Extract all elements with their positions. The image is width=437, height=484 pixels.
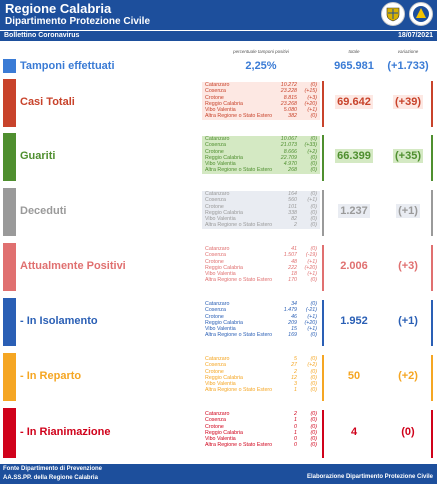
province-name: Catanzaro [205, 301, 230, 307]
isolamento-var-value: (+1) [398, 315, 418, 327]
positivi-label: Attualmente Positivi [20, 260, 126, 272]
bulletin-label: Bollettino Coronavirus [4, 32, 80, 39]
province-name: Reggio Calabria [205, 319, 243, 326]
casi-breakdown [202, 82, 320, 120]
province-name: Reggio Calabria [205, 429, 243, 436]
positivi-color-strip [3, 243, 16, 291]
province-name: Altra Regione o Stato Estero [205, 387, 273, 394]
guariti-breakdown-row [202, 167, 320, 173]
casi-label: Casi Totali [20, 96, 75, 108]
province-value: 209 [288, 319, 297, 326]
province-delta: (0) [310, 411, 317, 417]
province-name: Vibo Valentia [205, 107, 236, 114]
province-value: 18 [291, 271, 297, 278]
header [0, 0, 437, 30]
page-title: Regione Calabria [5, 1, 112, 16]
province-delta: (0) [310, 332, 317, 339]
reparto-color-strip [3, 353, 16, 401]
province-delta: (0) [310, 209, 317, 216]
casi-divider [322, 81, 324, 127]
province-value: 46 [291, 313, 297, 320]
row-deceduti [0, 188, 437, 238]
province-name: Cosenza [205, 142, 226, 149]
reparto-right-border [431, 355, 433, 401]
deceduti-right-border [431, 190, 433, 236]
row-casi [0, 79, 437, 129]
deceduti-label: Deceduti [20, 205, 67, 217]
row-reparto [0, 353, 437, 403]
province-delta: (0) [310, 167, 317, 174]
logos [381, 2, 433, 26]
province-value: 0 [294, 442, 297, 449]
province-delta: (0) [310, 216, 317, 223]
province-value: 5 [294, 356, 297, 362]
tamponi-var: (+1.733) [387, 60, 429, 72]
province-name: Reggio Calabria [205, 264, 243, 271]
province-name: Catanzaro [205, 411, 230, 417]
province-value: 169 [288, 332, 297, 339]
row-rianimazione [0, 408, 437, 460]
province-value: 27 [291, 362, 297, 369]
rianimazione-breakdown-row [202, 442, 320, 448]
province-name: Vibo Valentia [205, 436, 236, 443]
province-name: Crotone [205, 148, 224, 155]
bulletin-date: 18/07/2021 [397, 32, 433, 39]
province-delta: (+1) [307, 107, 317, 114]
province-name: Altra Regione o Stato Estero [205, 222, 273, 229]
deceduti-breakdown [202, 191, 320, 229]
col-header-var: variazione [397, 49, 419, 54]
province-value: 222 [288, 264, 297, 271]
province-value: 338 [288, 209, 297, 216]
reparto-total [327, 370, 381, 382]
province-delta: (0) [310, 442, 317, 449]
province-value: 23.228 [280, 88, 297, 95]
province-delta: (0) [310, 191, 317, 197]
guariti-right-border [431, 135, 433, 181]
province-delta: (+20) [304, 264, 317, 271]
rianimazione-label: - In Rianimazione [20, 426, 111, 438]
province-name: Cosenza [205, 417, 226, 424]
province-value: 2 [294, 368, 297, 375]
positivi-total-value: 2.006 [340, 260, 368, 272]
province-delta: (0) [310, 277, 317, 284]
province-delta: (+2) [307, 148, 317, 155]
footer [0, 464, 437, 484]
reparto-total-value: 50 [347, 370, 361, 382]
province-delta: (0) [310, 246, 317, 252]
province-name: Crotone [205, 313, 224, 320]
province-delta: (+1) [307, 313, 317, 320]
deceduti-total-value: 1.237 [340, 205, 368, 217]
deceduti-total [327, 205, 381, 217]
province-name: Catanzaro [205, 356, 230, 362]
province-delta: (0) [310, 154, 317, 161]
province-value: 1.507 [283, 252, 297, 259]
guariti-breakdown [202, 136, 320, 174]
reparto-divider [322, 355, 324, 401]
bulletin-bar [0, 31, 437, 41]
province-name: Crotone [205, 258, 224, 265]
province-value: 1 [294, 387, 297, 394]
province-name: Crotone [205, 368, 224, 375]
tamponi-color-strip [3, 59, 16, 73]
province-name: Reggio Calabria [205, 374, 243, 381]
province-delta: (+20) [304, 100, 317, 107]
province-delta: (0) [310, 374, 317, 381]
reparto-var [385, 370, 431, 382]
isolamento-color-strip [3, 298, 16, 346]
province-value: 82 [291, 216, 297, 223]
row-tamponi [0, 56, 437, 76]
isolamento-label: - In Isolamento [20, 315, 98, 327]
rianimazione-var-value: (0) [401, 426, 415, 438]
guariti-total-value: 66.399 [337, 150, 371, 162]
guariti-divider [322, 135, 324, 181]
province-delta: (0) [310, 381, 317, 388]
province-name: Vibo Valentia [205, 271, 236, 278]
province-value: 8.815 [283, 94, 297, 101]
guariti-color-strip [3, 133, 16, 181]
reparto-breakdown [202, 356, 320, 394]
province-value: 170 [288, 277, 297, 284]
province-delta: (+1) [307, 258, 317, 265]
positivi-var-value: (+3) [398, 260, 418, 272]
province-delta: (0) [310, 368, 317, 375]
province-value: 8.666 [283, 148, 297, 155]
positivi-total [327, 260, 381, 272]
province-name: Reggio Calabria [205, 100, 243, 107]
isolamento-right-border [431, 300, 433, 346]
province-name: Crotone [205, 94, 224, 101]
row-guariti [0, 133, 437, 183]
reparto-var-value: (+2) [398, 370, 418, 382]
province-name: Reggio Calabria [205, 154, 243, 161]
isolamento-breakdown-row [202, 332, 320, 338]
province-value: 164 [288, 191, 297, 197]
province-value: 48 [291, 258, 297, 265]
province-value: 3 [294, 381, 297, 388]
province-value: 34 [291, 301, 297, 307]
tamponi-label: Tamponi effettuati [20, 60, 115, 72]
province-value: 15 [291, 326, 297, 333]
region-crest-icon [381, 2, 405, 26]
row-isolamento [0, 298, 437, 348]
province-delta: (0) [310, 436, 317, 443]
province-delta: (0) [310, 423, 317, 430]
province-value: 22.709 [280, 154, 297, 161]
rianimazione-right-border [431, 410, 433, 458]
province-name: Cosenza [205, 307, 226, 314]
col-header-pct: percentuale tamponi positivi [233, 49, 289, 54]
province-delta: (+15) [304, 88, 317, 95]
province-delta: (+1) [307, 326, 317, 333]
col-header-total: totale [348, 49, 360, 54]
province-delta: (0) [310, 429, 317, 436]
province-delta: (0) [310, 203, 317, 210]
rianimazione-total-value: 4 [350, 426, 358, 438]
province-name: Crotone [205, 203, 224, 210]
province-value: 0 [294, 436, 297, 443]
guariti-label: Guariti [20, 150, 56, 162]
deceduti-divider [322, 190, 324, 236]
province-delta: (-19) [305, 252, 317, 259]
province-delta: (0) [310, 136, 317, 142]
province-name: Altra Regione o Stato Estero [205, 277, 273, 284]
province-delta: (+20) [304, 319, 317, 326]
rianimazione-total [327, 426, 381, 438]
positivi-right-border [431, 245, 433, 291]
province-delta: (0) [310, 161, 317, 168]
province-value: 1 [294, 417, 297, 424]
rianimazione-breakdown [202, 411, 320, 449]
province-value: 12 [291, 374, 297, 381]
province-delta: (+3) [307, 94, 317, 101]
guariti-var [385, 150, 431, 162]
province-delta: (-21) [305, 307, 317, 314]
row-positivi [0, 243, 437, 293]
rianimazione-divider [322, 410, 324, 458]
province-name: Cosenza [205, 88, 226, 95]
province-delta: (+1) [307, 197, 317, 204]
province-value: 2 [294, 411, 297, 417]
province-name: Reggio Calabria [205, 209, 243, 216]
reparto-breakdown-row [202, 387, 320, 393]
province-value: 21.073 [280, 142, 297, 149]
province-name: Altra Regione o Stato Estero [205, 442, 273, 449]
casi-var-value: (+39) [395, 96, 421, 108]
province-value: 1 [294, 429, 297, 436]
province-name: Cosenza [205, 362, 226, 369]
province-name: Altra Regione o Stato Estero [205, 167, 273, 174]
province-delta: (0) [310, 82, 317, 88]
isolamento-total [327, 315, 381, 327]
province-name: Cosenza [205, 197, 226, 204]
tamponi-pct: 2,25% [245, 60, 277, 72]
province-value: 23.268 [280, 100, 297, 107]
casi-color-strip [3, 79, 16, 127]
footer-credit: Elaborazione Dipartimento Protezione Civile [306, 474, 433, 480]
province-value: 268 [288, 167, 297, 174]
province-delta: (+1) [307, 271, 317, 278]
province-name: Vibo Valentia [205, 326, 236, 333]
positivi-breakdown [202, 246, 320, 284]
province-value: 560 [288, 197, 297, 204]
footer-source-line2: AA.SS.PP. della Regione Calabria [3, 475, 98, 481]
positivi-breakdown-row [202, 277, 320, 283]
rianimazione-var [385, 426, 431, 438]
province-name: Catanzaro [205, 246, 230, 252]
province-name: Vibo Valentia [205, 161, 236, 168]
positivi-divider [322, 245, 324, 291]
tamponi-total: 965.981 [334, 60, 374, 72]
province-delta: (0) [310, 417, 317, 424]
province-name: Catanzaro [205, 82, 230, 88]
province-value: 2 [294, 222, 297, 229]
province-value: 0 [294, 423, 297, 430]
civil-protection-logo-icon [409, 2, 433, 26]
province-delta: (0) [310, 113, 317, 120]
province-name: Crotone [205, 423, 224, 430]
guariti-total [327, 150, 381, 162]
province-delta: (0) [310, 301, 317, 307]
province-delta: (0) [310, 387, 317, 394]
deceduti-var-value: (+1) [398, 205, 418, 217]
casi-right-border [431, 81, 433, 127]
casi-total-value: 69.642 [337, 96, 371, 108]
casi-breakdown-row [202, 113, 320, 119]
province-name: Altra Regione o Stato Estero [205, 332, 273, 339]
province-value: 101 [288, 203, 297, 210]
province-name: Catanzaro [205, 191, 230, 197]
province-value: 1.479 [283, 307, 297, 314]
province-name: Catanzaro [205, 136, 230, 142]
province-value: 5.080 [283, 107, 297, 114]
isolamento-var [385, 315, 431, 327]
deceduti-color-strip [3, 188, 16, 236]
footer-source-line1: Fonte Dipartimento di Prevenzione [3, 466, 103, 472]
province-value: 10.272 [280, 82, 297, 88]
province-name: Altra Regione o Stato Estero [205, 113, 273, 120]
deceduti-breakdown-row [202, 222, 320, 228]
positivi-var [385, 260, 431, 272]
province-name: Cosenza [205, 252, 226, 259]
province-delta: (0) [310, 222, 317, 229]
province-value: 4.970 [283, 161, 297, 168]
province-value: 10.067 [280, 136, 297, 142]
province-delta: (+33) [304, 142, 317, 149]
isolamento-total-value: 1.952 [340, 315, 368, 327]
rianimazione-color-strip [3, 408, 16, 458]
casi-total [327, 96, 381, 108]
isolamento-breakdown [202, 301, 320, 339]
province-name: Vibo Valentia [205, 381, 236, 388]
isolamento-divider [322, 300, 324, 346]
province-delta: (+2) [307, 362, 317, 369]
province-name: Vibo Valentia [205, 216, 236, 223]
province-value: 382 [288, 113, 297, 120]
page-subtitle: Dipartimento Protezione Civile [5, 16, 151, 27]
reparto-label: - In Reparto [20, 370, 82, 382]
casi-var [385, 96, 431, 108]
guariti-var-value: (+35) [395, 150, 421, 162]
deceduti-var [385, 205, 431, 217]
province-delta: (0) [310, 356, 317, 362]
province-value: 41 [291, 246, 297, 252]
